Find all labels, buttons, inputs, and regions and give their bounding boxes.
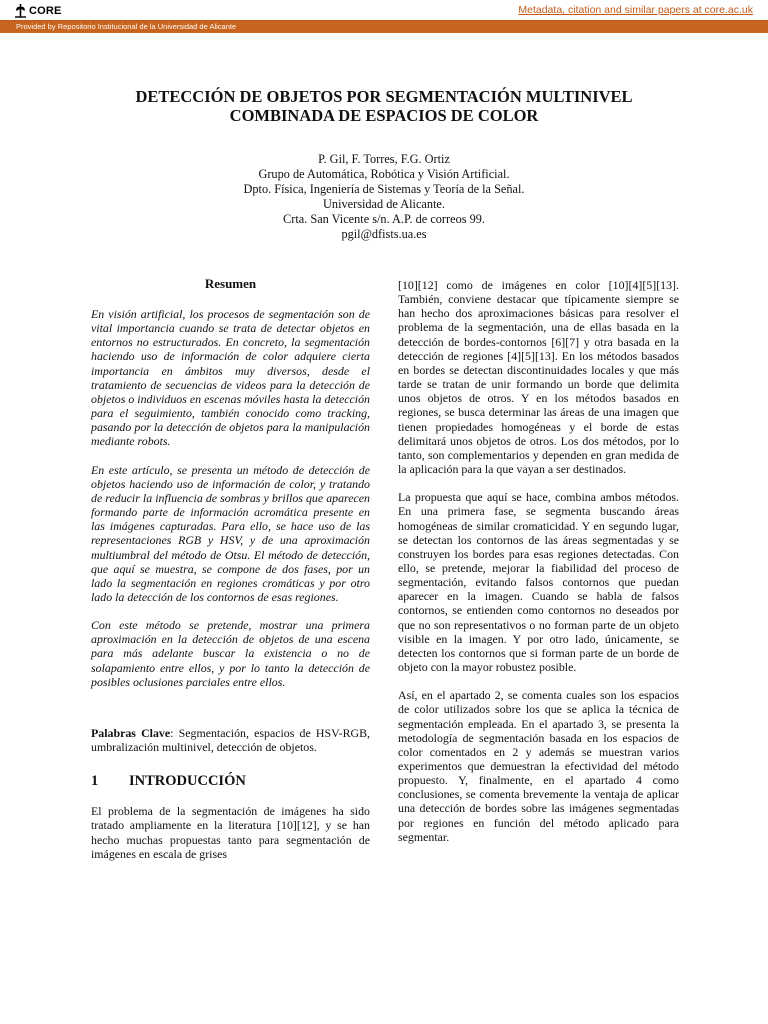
author-group: Grupo de Automática, Robótica y Visión Artificial. xyxy=(258,167,510,181)
author-email: pgil@dfists.ua.es xyxy=(341,227,427,241)
author-university: Universidad de Alicante. xyxy=(323,197,445,211)
paper-title xyxy=(84,87,684,125)
author-department: Dpto. Física, Ingeniería de Sistemas y Teoría de la Señal. xyxy=(243,182,525,196)
abstract xyxy=(91,307,370,689)
author-block xyxy=(134,152,634,242)
abstract-heading: Resumen xyxy=(204,276,257,291)
author-names: P. Gil, F. Torres, F.G. Ortiz xyxy=(318,152,450,166)
right-column xyxy=(398,278,679,844)
section-title: INTRODUCCIÓN xyxy=(129,773,246,790)
abstract-paragraph-2: En este artículo, se presenta un método de detección de objetos haciendo uso de información de color, y tratando de reducir la influencia de sombras y brillos que aparecen formando parte de información acromática presente en las imágenes capturadas. Para ello, se hace uso de las representaciones RGB y HSV, y de una aproximación multiumbral del método de Otsu. El método de detección, que aquí se muestra, se compone de dos fases, por un lado la segmentación en regiones cromáticas y por otro lado la detección de los contornos de esas regiones. xyxy=(91,462,370,604)
intro-paragraph-1: El problema de la segmentación de imágenes ha sido tratado ampliamente en la literatura [10][12], y se han hecho muchas propuestas tanto para segmentación de imágenes en escala de grises xyxy=(91,804,370,861)
section-number: 1 xyxy=(91,773,99,790)
core-metadata-link[interactable]: Metadata, citation and similar papers at core.ac.uk xyxy=(518,4,753,16)
author-address: Crta. San Vicente s/n. A.P. de correos 99. xyxy=(283,212,485,226)
provided-by-text: Provided by Repositorio Institucional de la Universidad de Alicante xyxy=(16,22,237,31)
section-heading-introduccion xyxy=(91,773,370,790)
body-paragraph-1: [10][12] como de imágenes en color [10][4][5][13]. También, conviene destacar que típicamente siempre se han hecho dos aproximaciones básicas para resolver el problema de la segmentación, una de ellas basada en la detección de bordes-contornos [6][7] y otra basada en la detección de regiones [4][5][13]. En los métodos basados en bordes se detectan discontinuidades locales y que más tarde se tratan de unir formando un borde que delimita unos objetos de otros. Y en los métodos basados en regiones, se busca determinar las áreas de una imagen que tienen propiedades homogéneas y el borde de estas delimitará unos objetos de otros. Los dos métodos, por lo tanto, son complementarios y dependen en gran medida de la aplicación para la que vayan a ser destinados. xyxy=(398,278,679,477)
body-paragraph-3: Así, en el apartado 2, se comenta cuales son los espacios de color utilizados sobre los que se aplica la técnica de segmentación empleada. En el apartado 3, se presenta la metodología de segmentación basada en los espacios de color comentados en 2 y además se muestran varios experimentos que demuestran la efectividad del método propuesto. Y, finalmente, en el apartado 4 como conclusiones, se comenta brevemente la ventaja de aplicar una detección de bordes sobre las imágenes segmentadas por regiones en función del método aplicado para segmentar. xyxy=(398,688,679,844)
core-logo-icon xyxy=(14,3,27,18)
keywords xyxy=(91,726,370,754)
provided-by-bar xyxy=(0,21,768,33)
keywords-text: : Segmentación, espacios de HSV-RGB, umbralización multinivel, detección de objetos. xyxy=(91,725,370,755)
body-paragraph-2: La propuesta que aquí se hace, combina ambos métodos. En una primera fase, se segmenta buscando áreas homogéneas de similar cromaticidad. Y en segundo lugar, se detectan los contornos de las áreas segmentadas y se construyen los bordes para esas regiones detectadas. Con ello, se pretende, mejorar la fiabilidad del proceso de segmentación, evitando falsos contornos que puedan aparecer en la imagen. Cuando se habla de falsos contornos, se entienden como contornos no deseados por que no son representativos o no forman parte de un objeto visible en la imagen. Y por otro lado, únicamente, se detecten los contornos que si forman parte de un borde de objeto con la mayor robustez posible. xyxy=(398,490,679,675)
keywords-label: Palabras Clave xyxy=(91,725,171,740)
paper-title-line-2: COMBINADA DE ESPACIOS DE COLOR xyxy=(229,106,539,125)
abstract-paragraph-1: En visión artificial, los procesos de segmentación son de vital importancia cuando se trata de detectar objetos en entornos no estructurados. En concreto, la segmentación haciendo uso de información de color adquiere cierta importancia en ámbitos muy diversos, desde el tratamiento de secuencias de videos para la detección de objetos o individuos en escenas móviles hasta la detección para el seguimiento, también conocido como tracking, pasando por la detección de objetos para la manipulación mediante robots. xyxy=(91,307,370,449)
core-logo-text: CORE xyxy=(29,4,62,17)
core-logo[interactable] xyxy=(14,3,62,18)
core-banner xyxy=(0,0,768,21)
paper-title-line-1: DETECCIÓN DE OBJETOS POR SEGMENTACIÓN MULTINIVEL xyxy=(135,87,633,106)
left-column xyxy=(91,276,370,861)
abstract-paragraph-3: Con este método se pretende, mostrar una primera aproximación en la detección de objetos de una escena para más adelante buscar la existencia o no de solapamiento entre ellos, y por lo tanto la detección de posibles oclusiones parciales entre ellos. xyxy=(91,618,370,689)
